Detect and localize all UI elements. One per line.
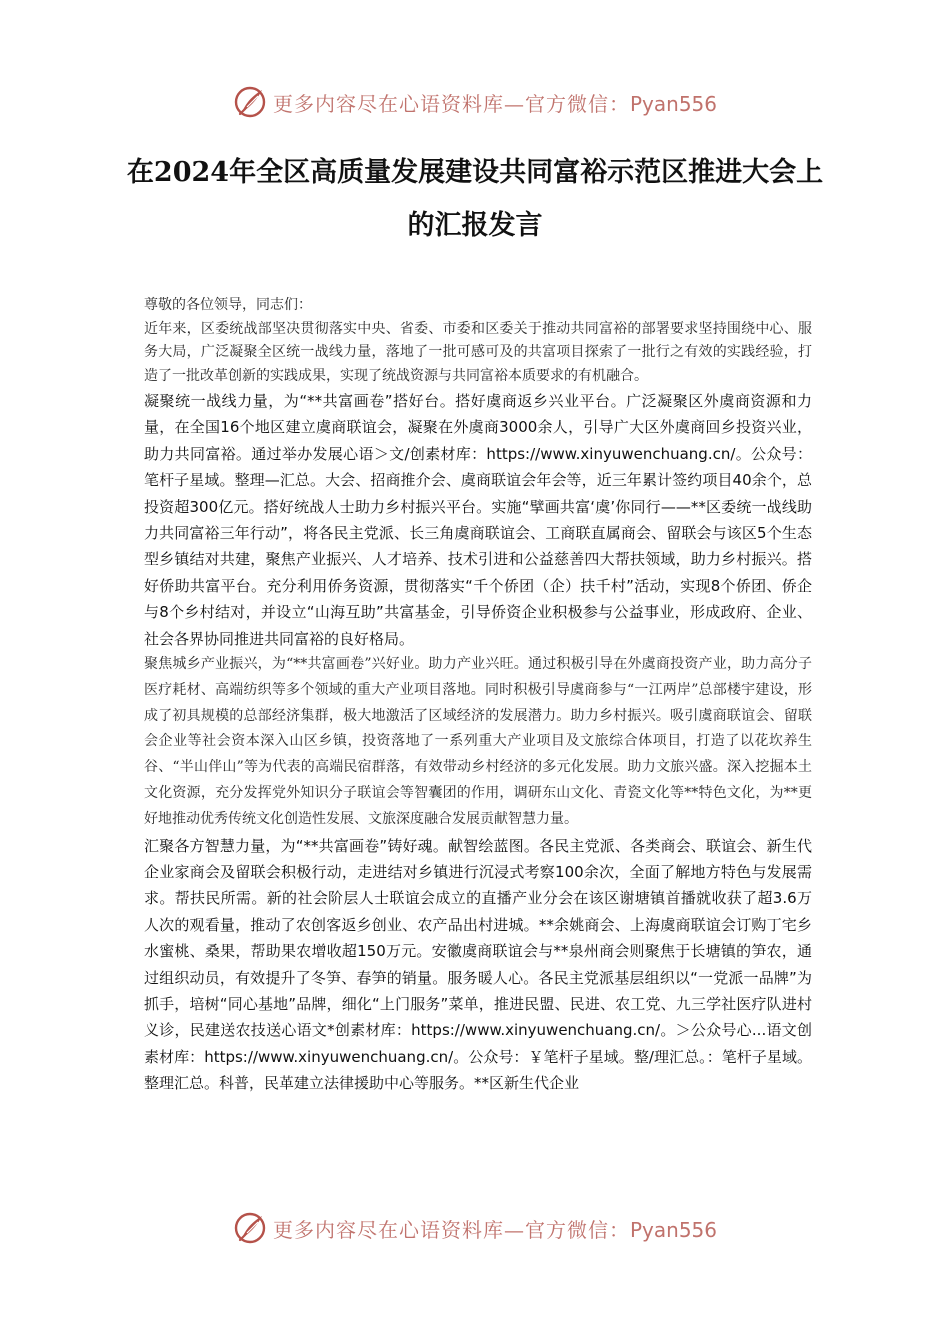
header-banner	[0, 80, 950, 124]
banner-text: 更多内容尽在心语资料库—官方微信：Pyan556	[272, 1217, 717, 1242]
banner-account: Pyan556	[629, 1217, 717, 1242]
quill-logo-icon	[233, 85, 267, 119]
paragraph-united-front: 凝聚统一战线力量，为“**共富画卷”搭好台。搭好虞商返乡兴业平台。广泛凝聚区外虞商资源和力量，在全国16个地区建立虞商联谊会，凝聚在外虞商3000余人，引导广大区外虞商回乡投资兴业，助力共同富裕。通过举办发展心语＞文/创素材库：https://www.xinyuwenchuang.cn/。公众号：笔杆子星域。整理—汇总。大会、招商推介会、虞商联谊会年会等，近三年累计签约项目40余个，总投资超300亿元。搭好统战人士助力乡村振兴平台。实施“擘画共富‘虞’你同行——**区委统一战线助力共同富裕三年行动”，将各民主党派、长三角虞商联谊会、工商联直属商会、留联会与该区5个生态型乡镇结对共建，聚焦产业振兴、人才培养、技术引进和公益慈善四大帮扶领域，助力乡村振兴。搭好侨助共富平台。充分利用侨务资源，贯彻落实“千个侨团（企）扶千村”活动，实现8个侨团、侨企与8个乡村结对，并设立“山海互助”共富基金，引导侨资企业积极参与公益事业，形成政府、企业、社会各界协同推进共同富裕的良好格局。	[144, 392, 812, 648]
paragraph-wisdom: 汇聚各方智慧力量，为“**共富画卷”铸好魂。献智绘蓝图。各民主党派、各类商会、联谊会、新生代企业家商会及留联会积极行动，走进结对乡镇进行沉浸式考察100余次，全面了解地方特色与发展需求。帮扶民所需。新的社会阶层人士联谊会成立的直播产业分会在该区谢塘镇首播就收获了超3.6万人次的观看量，推动了农创客返乡创业、农产品出村进城。**余姚商会、上海虞商联谊会订购丁宅乡水蜜桃、桑果，帮助果农增收超150万元。安徽虞商联谊会与**泉州商会则聚焦于长塘镇的笋农，通过组织动员，有效提升了冬笋、春笋的销量。服务暖人心。各民主党派基层组织以“一党派一品牌”为抓手，培树“同心基地”品牌，细化“上门服务”菜单，推进民盟、民进、农工党、九三学社医疗队进村义诊，民建送农技送心语文*创素材库：https://www.xinyuwenchuang.cn/。＞公众号心...语文创素材库：https://www.xinyuwenchuang.cn/。公众号：￥笔杆子星域。整/理汇总。：笔杆子星域。整理汇总。科普，民革建立法律援助中心等服务。**区新生代企业	[144, 836, 812, 1093]
salutation: 尊敬的各位领导，同志们：	[144, 297, 312, 313]
banner-account: Pyan556	[629, 91, 717, 116]
document-title: 在2024年全区高质量发展建设共同富裕示范区推进大会上的汇报发言	[126, 157, 824, 241]
quill-logo-icon	[233, 1211, 267, 1245]
document-body	[144, 294, 812, 1097]
paragraph-intro: 近年来，区委统战部坚决贯彻落实中央、省委、市委和区委关于推动共同富裕的部署要求坚持围绕中心、服务大局，广泛凝聚全区统一战线力量，落地了一批可感可及的共富项目探索了一批行之有效的实践经验，打造了一批改革创新的实践成果，实现了统战资源与共同富裕本质要求的有机融合。	[144, 320, 812, 384]
paragraph-industry: 聚焦城乡产业振兴，为“**共富画卷”兴好业。助力产业兴旺。通过积极引导在外虞商投资产业，助力高分子医疗耗材、高端纺织等多个领域的重大产业项目落地。同时积极引导虞商参与“一江两岸”总部楼宇建设，形成了初具规模的总部经济集群，极大地激活了区域经济的发展潜力。助力乡村振兴。吸引虞商联谊会、留联会企业等社会资本深入山区乡镇，投资落地了一系列重大产业项目及文旅综合体项目，打造了以花坎养生谷、“半山伴山”等为代表的高端民宿群落，有效带动乡村经济的多元化发展。助力文旅兴盛。深入挖掘本土文化资源，充分发挥党外知识分子联谊会等智囊团的作用，调研东山文化、青瓷文化等**特色文化，为**更好地推动优秀传统文化创造性发展、文旅深度融合发展贡献智慧力量。	[144, 656, 812, 827]
footer-banner	[0, 1206, 950, 1250]
banner-text: 更多内容尽在心语资料库—官方微信：Pyan556	[272, 91, 717, 116]
